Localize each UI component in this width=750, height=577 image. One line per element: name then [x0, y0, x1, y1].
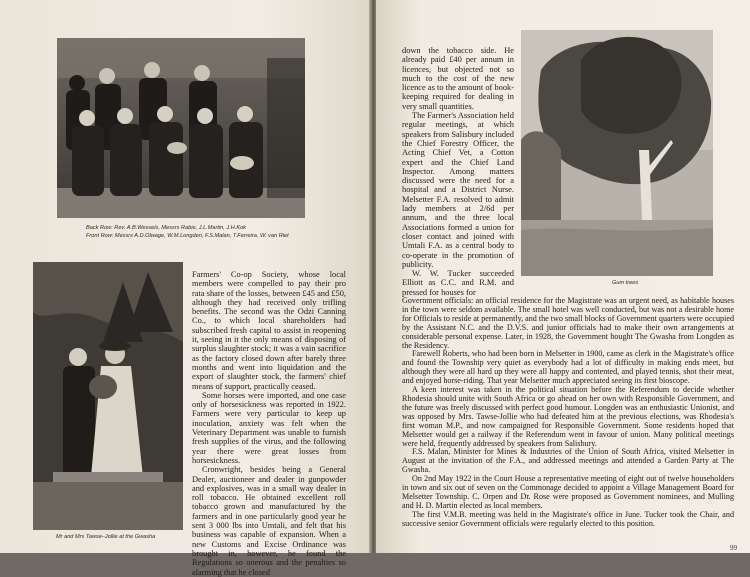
paragraph: Farewell Roberts, who had been born in Melsetter in 1900, came as clerk in the Magistrate's office and found the Township very quiet as everybody had a lot of difficulty in making ends meet, but although they were all hard up they were all happy and contented, and played tennis, shot their meat, and enjoyed horse-riding. That year Melsetter much appreciated seeing its first bioscope.: [402, 349, 734, 386]
paragraph: Farmers' Co-op Society, whose local members were compelled to pay their pro rata share of the losses, between £45 and £50, although they had received only trifling benefits. The second was the Odzi Canning Co., to which local shareholders had subscribed fresh capital to assist in reopening it, seeing in it the only means of disposing of surplus slaughter stock; it was a vain sacrifice as the factory closed down after barely three months and went into liquidation and the export of slaughter stock, the farmers' chief means of support, practically ceased.: [192, 270, 346, 391]
paragraph: The Farmer's Association held regular meetings, at which speakers from Salisbury included the Chief Forestry Officer, the Acting Chief Vet, a Cotton expert and the Chief Land Inspector. Among matters discussed were the need for a hospital and a District Nurse. Melsetter F.A. resolved to admit lady members at 2/6d per annum, and the three local Associations formed a union for closer contact and joined with Umtali F.A. as a central body to co-operate in the promotion of publicity.: [402, 111, 514, 269]
left-text-column: [192, 270, 346, 577]
paragraph: down the tobacco side. He already paid £40 per annum in licences, but objected not so much to the cost of the new licence as to the amount of book-keeping required for dealing in very small quantities.: [402, 46, 514, 111]
photo-caption-back-row: Back Row: Rev. A.B.Wessels, Messrs Rabie, J.L.Martin, J.H.Kok: [86, 225, 246, 231]
paragraph: On 2nd May 1922 in the Court House a representative meeting of eight out of twelve householders in town and six out of seven on the Commonage decided to appoint a Village Management Board for Melsetter Township. C. Orpen and Dr. Rose were proposed as Government nominees, and Mulling and H. D. Martin elected as local members.: [402, 474, 734, 510]
right-full-column: [402, 297, 734, 529]
gum-trees-photo: [521, 30, 713, 276]
photo-caption-front-row: Front Row: Messrs A.D.Olwage, W.M.Longden, F.S.Malan, T.Ferreira, W. van Riet: [86, 233, 289, 239]
couple-with-dog-photo: [33, 262, 183, 530]
paragraph: A keen interest was taken in the political situation before the Referendum to decide whether Rhodesia should unite with South Africa or go ahead on her own with Responsible Government, and the future was freely discussed with perfect good humour. Longden was an enthusiastic Unionist, and was opposed by Mrs. Tawse-Jollie who had defeated him at the previous elections, was Rhodesia's first woman M.P., and now campaigned for Responsible Government. Some residents hoped that Melsetter would get a railway if the Referendum went in favour of union. Many political meetings were held, frequently addressed by speakers from Salisbury.: [402, 385, 734, 448]
page-number: 99: [730, 544, 737, 552]
paragraph: The first V.M.B. meeting was held in the Magistrate's office in June. Tucker took the Chair, and successive senior Government officials were regularly elected to this position.: [402, 509, 734, 528]
group-portrait-photo: [57, 38, 305, 218]
photo-caption-tawse-jollie: Mr and Mrs Tawse–Jollie at the Gwasha: [56, 534, 156, 540]
paragraph: W. W. Tucker succeeded Elliott as C.C. and R.M. and pressed for houses for: [402, 269, 514, 297]
right-narrow-column: [402, 46, 514, 297]
paragraph: Cronwright, besides being a General Dealer, auctioneer and dealer in gunpowder and explosives, was in a small way dealer in roll tobacco. He obtained excellent roll tobacco grown and manufactured by the farmers and in one particularly good year he sent 3 000 lbs into Umtali, and felt that his business was capable of expansion. When a new Customs and Excise Ordinance was brought in, however, he found the Regulations so onerous and the penalties so alarming that he closed: [192, 465, 346, 577]
paragraph: F.S. Malan, Minister for Mines & Industries of the Union of South Africa, visited Melsetter in August at the invitation of the F.A., and addressed meetings and attended a Garden Party at The Gwasha.: [402, 447, 734, 475]
photo-caption-gum-trees: Gum trees: [612, 280, 639, 286]
paragraph: Government officials: an official residence for the Magistrate was an urgent need, as habitable houses in the town were seldom available. The small hotel was well conducted, but was not a desirable home for Officials to reside at permanently, and the two small blocks of Government quarters were occupied by the Assistant N.C. and the D.V.S. and junior officials had to make their own arrangements at considerable personal expense. Later, in 1928, the Government bought The Gwasha from Longden as the Residency.: [402, 296, 734, 350]
right-page: [376, 0, 750, 553]
left-page: [0, 0, 371, 577]
paragraph: Some horses were imported, and one case only of horsesickness was reported in 1922. Farmers were very particular to keep up inoculation, anxiety was felt when the Veterinary Department was unable to furnish fresh supplies of the virus, and the following year there were great losses from horsesickness.: [192, 390, 346, 465]
